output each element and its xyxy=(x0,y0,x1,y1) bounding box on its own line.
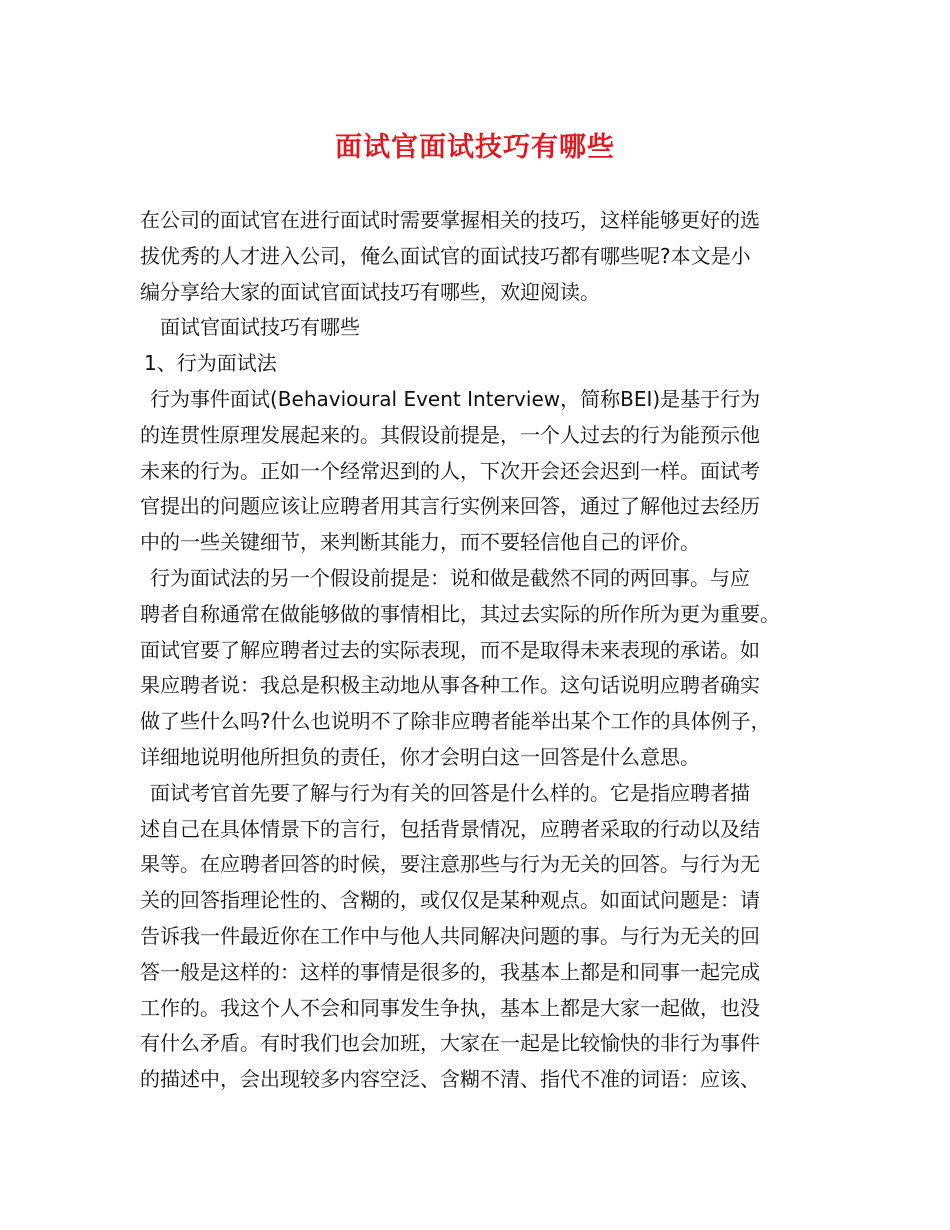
document-title: 面试官面试技巧有哪些 xyxy=(335,132,615,163)
body-line xyxy=(140,668,820,704)
line-text: 面试官面试技巧有哪些 xyxy=(160,315,360,340)
body-line xyxy=(140,525,820,561)
body-line xyxy=(140,776,820,812)
line-text: 关的回答指理论性的、含糊的，或仅仅是某种观点。如面试问题是：请 xyxy=(140,888,760,913)
line-text: 的连贯性原理发展起来的。其假设前提是，一个人过去的行为能预示他 xyxy=(140,422,760,447)
body-line xyxy=(140,955,820,991)
body-line xyxy=(140,489,820,525)
body-line xyxy=(140,239,820,275)
body-line xyxy=(140,812,820,848)
line-text: 中的一些关键细节，来判断其能力，而不要轻信他自己的评价。 xyxy=(140,530,700,555)
line-text: 有什么矛盾。有时我们也会加班，大家在一起是比较愉快的非行为事件 xyxy=(140,1031,760,1056)
body-line xyxy=(140,275,820,311)
body-line xyxy=(140,203,820,239)
line-text: 官提出的问题应该让应聘者用其言行实例来回答，通过了解他过去经历 xyxy=(140,494,760,519)
line-text: 的描述中，会出现较多内容空泛、含糊不清、指代不准的词语：应该、 xyxy=(140,1067,760,1092)
line-text: 面试考官首先要了解与行为有关的回答是什么样的。它是指应聘者描 xyxy=(150,780,750,805)
line-text: 聘者自称通常在做能够做的事情相比，其过去实际的所作所为更为重要。 xyxy=(140,601,780,626)
line-text: 告诉我一件最近你在工作中与他人共同解决问题的事。与行为无关的回 xyxy=(140,923,760,948)
body-line xyxy=(140,1026,820,1062)
line-text: 述自己在具体情景下的言行，包括背景情况，应聘者采取的行动以及结 xyxy=(140,816,760,841)
body-line xyxy=(140,597,820,633)
line-text: 行为面试法的另一个假设前提是：说和做是截然不同的两回事。与应 xyxy=(150,565,750,590)
line-text: 1、行为面试法 xyxy=(144,351,277,376)
line-text: 行为事件面试(Behavioural Event Interview，简称BEI)是基于行为 xyxy=(150,386,761,411)
line-text: 果等。在应聘者回答的时候，要注意那些与行为无关的回答。与行为无 xyxy=(140,852,760,877)
line-text: 编分享给大家的面试官面试技巧有哪些，欢迎阅读。 xyxy=(140,279,600,304)
body-line xyxy=(140,633,820,669)
line-text: 果应聘者说：我总是积极主动地从事各种工作。这句话说明应聘者确实 xyxy=(140,673,760,698)
body-line xyxy=(140,418,820,454)
body-line xyxy=(140,919,820,955)
subsection-heading xyxy=(140,346,820,382)
section-heading xyxy=(140,310,820,346)
line-text: 答一般是这样的：这样的事情是很多的，我基本上都是和同事一起完成 xyxy=(140,959,760,984)
line-text: 未来的行为。正如一个经常迟到的人，下次开会还会迟到一样。面试考 xyxy=(140,458,760,483)
body-line xyxy=(140,740,820,776)
line-text: 拔优秀的人才进入公司，俺么面试官的面试技巧都有哪些呢?本文是小 xyxy=(140,243,751,268)
document-body xyxy=(140,203,820,1098)
body-line xyxy=(140,1062,820,1098)
line-text: 面试官要了解应聘者过去的实际表现，而不是取得未来表现的承诺。如 xyxy=(140,637,760,662)
body-line xyxy=(140,847,820,883)
body-line xyxy=(140,561,820,597)
body-line xyxy=(140,883,820,919)
line-text: 工作的。我这个人不会和同事发生争执，基本上都是大家一起做，也没 xyxy=(140,995,760,1020)
line-text: 在公司的面试官在进行面试时需要掌握相关的技巧，这样能够更好的选 xyxy=(140,208,760,232)
body-line xyxy=(140,704,820,740)
body-line xyxy=(140,991,820,1027)
line-text: 详细地说明他所担负的责任，你才会明白这一回答是什么意思。 xyxy=(140,744,700,769)
body-line xyxy=(140,454,820,490)
body-line xyxy=(140,382,820,418)
line-text: 做了些什么吗?什么也说明不了除非应聘者能举出某个工作的具体例子， xyxy=(140,709,771,734)
